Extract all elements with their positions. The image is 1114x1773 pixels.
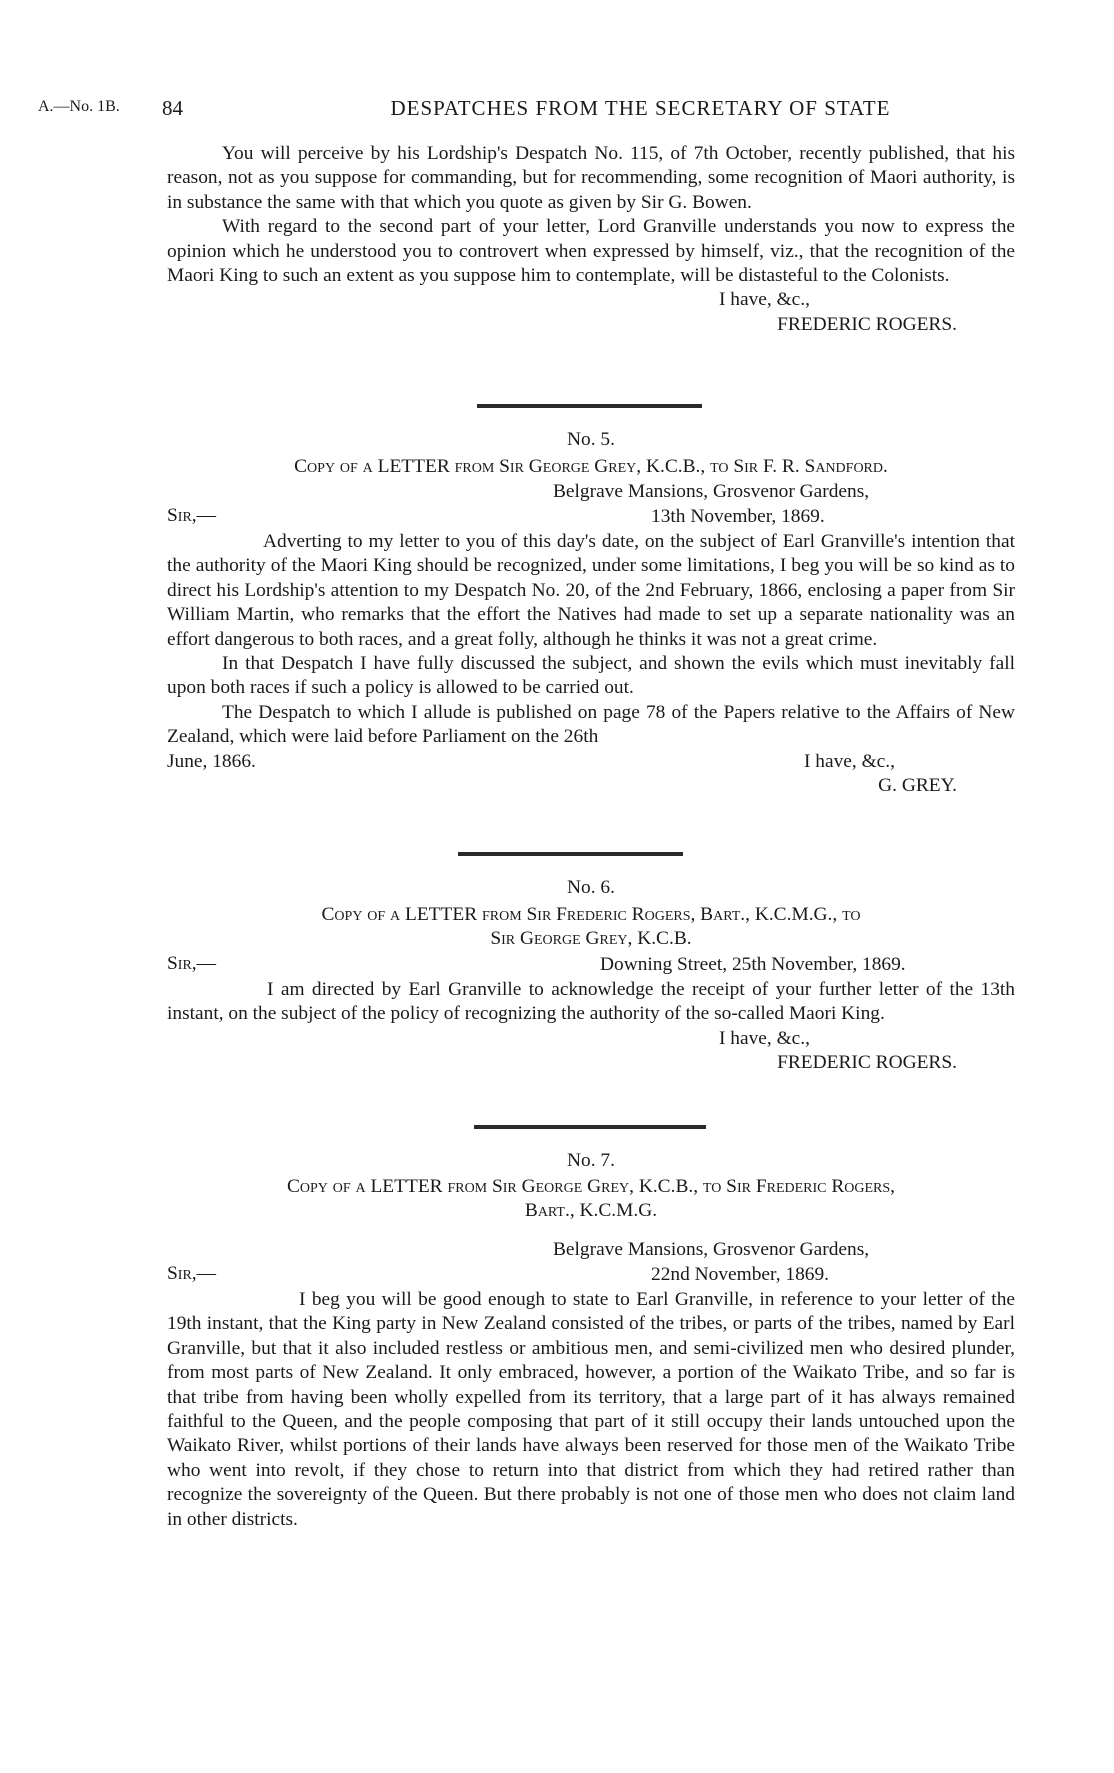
paragraph: I am directed by Earl Granville to acknowledge the receipt of your further letter of the 13th instant, on the subject of the policy of recognizing the authority of the so-called Maori King.	[167, 979, 1015, 1025]
signature: FREDERIC ROGERS.	[777, 313, 957, 335]
paragraph-end: June, 1866.	[167, 750, 256, 772]
closing: I have, &c.,	[804, 750, 895, 772]
letter-heading	[167, 903, 1015, 952]
page-number: 84	[162, 96, 183, 120]
address-line: Belgrave Mansions, Grosvenor Gardens,	[553, 1239, 870, 1260]
letter-body	[167, 978, 1015, 1076]
section-divider	[458, 852, 683, 856]
paragraph: You will perceive by his Lordship's Despatch No. 115, of 7th October, recently published, that his reason, not as you suppose for commanding, but for recommending, some recognition of Maori authority, is in substance the same with that which you quote as given by Sir G. Bowen.	[167, 143, 1015, 213]
paragraph: The Despatch to which I allude is published on page 78 of the Papers relative to the Affairs of New Zealand, which were laid before Parliament on the 26th	[167, 701, 1015, 748]
salutation: Sir,—	[167, 953, 217, 974]
letter-heading	[167, 455, 1015, 479]
section-4-continuation	[167, 142, 1015, 337]
heading-text: Bart., K.C.M.G.	[524, 1200, 658, 1222]
salutation: Sir,—	[167, 1263, 217, 1284]
letter-date: 13th November, 1869.	[651, 506, 825, 527]
paragraph: Adverting to my letter to you of this day's date, on the subject of Earl Granville's intention that the authority of the Maori King should be recognized, under some limitations, I beg you will be so kind as to direct his Lordship's attention to my Despatch No. 20, of the 2nd February, 1866, enclosing a paper from Sir William Martin, who remarks that the effort the Natives had made to set up a separate nationality was an effort dangerous to both races, and a great folly, although he thinks it was not a great crime.	[167, 531, 1015, 650]
letter-date: 22nd November, 1869.	[651, 1264, 830, 1285]
paragraph: With regard to the second part of your letter, Lord Granville understands you now to express the opinion which he understood you to controvert when expressed by himself, viz., that the recognition of the Maori King to such an extent as you suppose him to contemplate, will be distasteful to the Colonists.	[167, 216, 1015, 287]
heading-text: Copy of a LETTER from Sir George Grey, K.C.B., to Sir Frederic Rogers,	[286, 1176, 896, 1197]
document-reference: A.—No. 1B.	[38, 98, 120, 115]
letter-body	[167, 530, 1015, 798]
paragraph: In that Despatch I have fully discussed the subject, and shown the evils which must inevitably fall upon both races if such a policy is allowed to be carried out.	[167, 653, 1015, 699]
letter-heading	[167, 1175, 1015, 1224]
letter-address: Downing Street, 25th November, 1869.	[600, 954, 906, 975]
closing: I have, &c.,	[719, 1027, 810, 1049]
heading-text: Copy of a LETTER from Sir Frederic Rogers, Bart., K.C.M.G., to	[321, 904, 861, 925]
paragraph-end-line	[167, 750, 1015, 774]
closing: I have, &c.,	[719, 289, 810, 311]
paragraph: I beg you will be good enough to state to Earl Granville, in reference to your letter of the 19th instant, that the King party in New Zealand consisted of the tribes, or parts of the tribes, named by Earl Granville, but that it also included restless or ambitious men, and semi-civilized men who desired plunder, from most parts of New Zealand. It only embraced, however, a portion of the Waikato Tribe, and so far is that tribe from having been wholly expelled from its territory, that a large part of it has always remained faithful to the Queen, and the people composing that part of it still occupy their lands untouched upon the Waikato River, whilst portions of their lands have always been reserved for those men of the Waikato Tribe who went into revolt, if they chose to return into that district from which they had retired rather than recognize the sovereignty of the Queen. But there probably is not one of those men who does not claim land in other districts.	[167, 1289, 1015, 1530]
salutation: Sir,—	[167, 505, 217, 526]
heading-text: Sir George Grey, K.C.B.	[490, 928, 692, 950]
signature: FREDERIC ROGERS.	[777, 1052, 957, 1074]
page-header	[38, 96, 1078, 130]
running-title: DESPATCHES FROM THE SECRETARY OF STATE	[390, 96, 891, 120]
signature: G. GREY.	[878, 775, 957, 797]
letter-body	[167, 1288, 1015, 1532]
letter-number: No. 7.	[567, 1150, 615, 1171]
letter-number: No. 5.	[567, 429, 615, 450]
address-line: Belgrave Mansions, Grosvenor Gardens,	[553, 481, 870, 502]
heading-text: Copy of a LETTER from Sir George Grey, K.C.B., to Sir F. R. Sandford.	[294, 456, 888, 477]
section-divider	[477, 404, 702, 408]
section-divider	[474, 1125, 706, 1129]
letter-number: No. 6.	[567, 877, 615, 898]
